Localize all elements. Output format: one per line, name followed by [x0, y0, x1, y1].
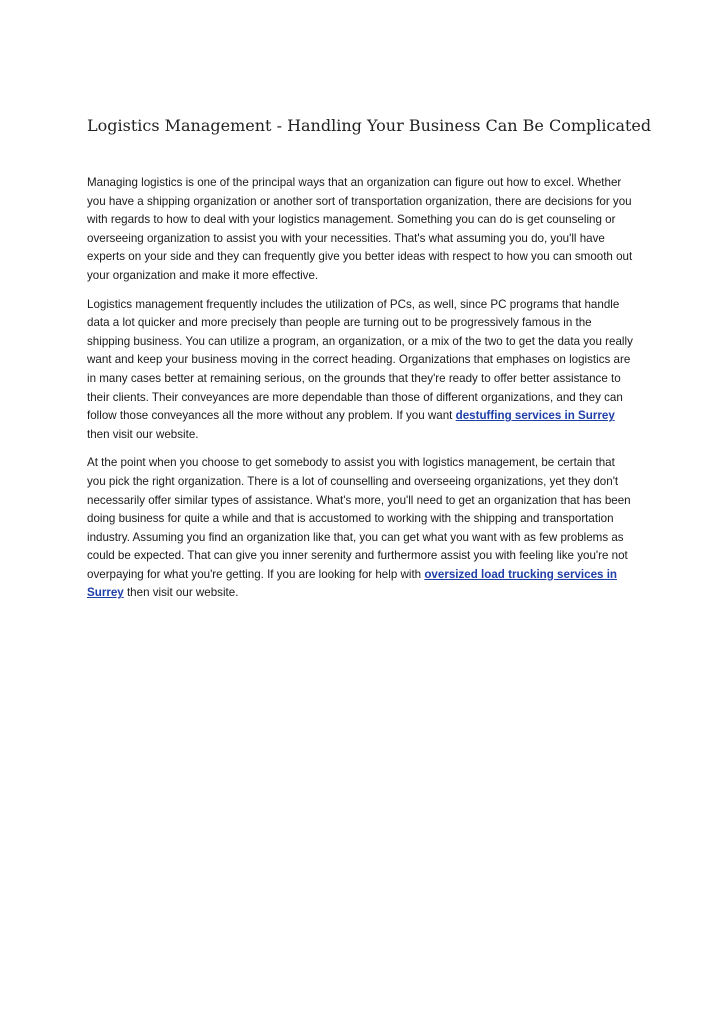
document-title: Logistics Management - Handling Your Business Can Be Complicated [87, 116, 652, 135]
destuffing-services-link[interactable]: destuffing services in Surrey [455, 409, 615, 423]
paragraph-2 [87, 296, 635, 445]
document-body [87, 114, 652, 613]
paragraph-2-text-before: Logistics management frequently includes the utilization of PCs, as well, since PC programs that handle data a lot quicker and more precisely than people are turning out to be progressively famous in the shipping business. You can utilize a program, an organization, or a mix of the two to get the data you really want and keep your business moving in the correct heading. Organizations that emphases on logistics are in many cases better at remaining serious, on the grounds that they're ready to offer better assistance to their clients. Their conveyances are more dependable than those of different organizations, and they can follow those conveyances all the more without any problem. If you want [87, 297, 633, 423]
oversized-load-trucking-link[interactable]: oversized load trucking services in Surrey [87, 567, 618, 600]
paragraph-3 [87, 454, 635, 603]
paragraph-3-text-before: At the point when you choose to get somebody to assist you with logistics management, be certain that you pick the right organization. There is a lot of counselling and overseeing organizations, yet they don't necessarily offer similar types of assistance. What's more, you'll need to get an organization that has been doing business for quite a while and that is accustomed to working with the shipping and transportation industry. Assuming you find an organization like that, you can get what you want with as few problems as could be expected. That can give you inner serenity and furthermore assist you with feeling like you're not overpaying for what you're getting. If you are looking for help with [87, 456, 631, 581]
paragraph-3-text-after: then visit our website. [123, 586, 239, 600]
paragraph-1: Managing logistics is one of the principal ways that an organization can figure out how to excel. Whether you have a shipping organization or another sort of transportation organization, there are decisions for you with regards to how to deal with your logistics management. Something you can do is get counseling or overseeing organization to assist you with your necessities. That's what assuming you do, you'll have experts on your side and they can frequently give you better ideas with respect to how you can smooth out your organization and make it more effective. [87, 176, 633, 282]
paragraph-2-text-after: then visit our website. [87, 427, 199, 441]
